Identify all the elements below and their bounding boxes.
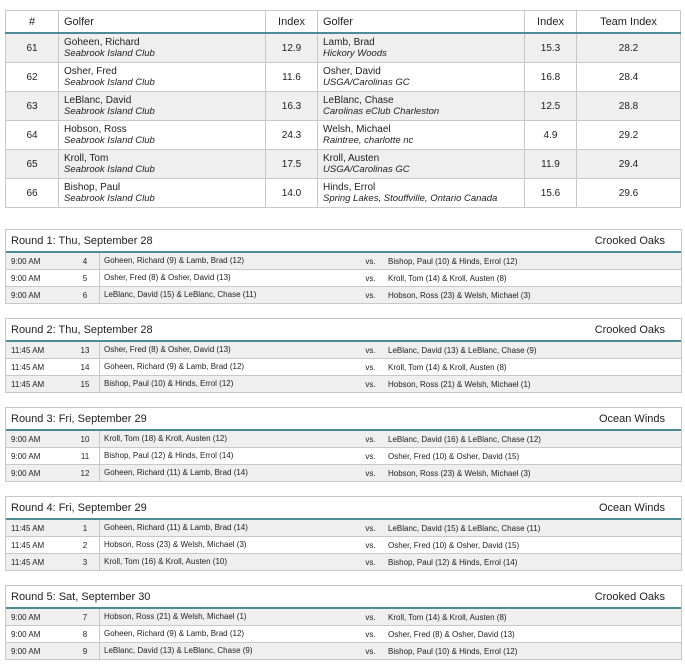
match-vs: vs. [365,468,376,478]
golfer-2-name: Welsh, Michael [323,124,391,135]
match-time: 11:45 AM [11,345,45,355]
match-row [6,448,681,465]
golfer-1-club: Seabrook Island Club [64,77,155,88]
round-header [6,319,681,342]
team-number: 66 [6,179,59,208]
round-section [5,229,682,304]
golfer-2-cell [318,33,525,63]
match-row [6,537,681,554]
team-index: 29.6 [577,179,681,208]
round-section [5,496,682,571]
match-vs: vs. [365,290,376,300]
team-index: 28.2 [577,33,681,63]
match-team-2: Kroll, Tom (14) & Kroll, Austen (8) [388,362,507,372]
match-team-1: Bishop, Paul (12) & Hinds, Errol (14) [99,448,354,464]
round-header [6,586,681,609]
round-course: Crooked Oaks [594,323,665,336]
round-header [6,230,681,253]
round-title: Round 3: Fri, September 29 [11,412,147,425]
match-vs: vs. [365,434,376,444]
match-vs: vs. [365,451,376,461]
round-title: Round 1: Thu, September 28 [11,234,153,247]
team-row [6,63,681,92]
golfer-2-cell [318,63,525,92]
match-team-2: Hobson, Ross (23) & Welsh, Michael (3) [388,290,531,300]
match-time: 9:00 AM [11,612,41,622]
match-time: 11:45 AM [11,362,45,372]
teams-table [5,10,681,208]
match-team-1: Osher, Fred (8) & Osher, David (13) [99,270,354,286]
match-vs: vs. [365,612,376,622]
golfer-2-index: 15.6 [525,179,577,208]
match-row [6,520,681,537]
match-team-1: Hobson, Ross (23) & Welsh, Michael (3) [99,537,354,553]
match-vs: vs. [365,256,376,266]
golfer-2-index: 16.8 [525,63,577,92]
golfer-1-name: Kroll, Tom [64,153,109,164]
match-time: 9:00 AM [11,256,41,266]
golfer-2-index: 11.9 [525,150,577,179]
match-number: 14 [80,362,90,372]
round-section [5,407,682,482]
match-number: 15 [80,379,90,389]
team-number: 61 [6,33,59,63]
match-time: 9:00 AM [11,629,41,639]
golfer-1-cell [59,121,266,150]
match-team-2: LeBlanc, David (16) & LeBlanc, Chase (12) [388,434,541,444]
match-team-1: Goheen, Richard (9) & Lamb, Brad (12) [99,626,354,642]
match-vs: vs. [365,345,376,355]
golfer-2-name: Hinds, Errol [323,182,376,193]
round-title: Round 5: Sat, September 30 [11,590,151,603]
col-header-number: # [6,11,59,34]
match-time: 9:00 AM [11,290,41,300]
match-team-1: Goheen, Richard (9) & Lamb, Brad (12) [99,359,354,375]
match-team-1: Hobson, Ross (21) & Welsh, Michael (1) [99,609,354,625]
golfer-1-name: Osher, Fred [64,66,117,77]
match-time: 9:00 AM [11,646,41,656]
match-vs: vs. [365,540,376,550]
match-vs: vs. [365,523,376,533]
team-index: 28.8 [577,92,681,121]
golfer-2-cell [318,179,525,208]
golfer-2-name: Osher, David [323,66,381,77]
match-number: 5 [82,273,88,283]
match-vs: vs. [365,557,376,567]
golfer-2-club: Carolinas eClub Charleston [323,106,440,117]
match-team-2: Bishop, Paul (12) & Hinds, Errol (14) [388,557,518,567]
team-row [6,92,681,121]
golfer-2-cell [318,121,525,150]
golfer-2-name: LeBlanc, Chase [323,95,394,106]
round-title: Round 4: Fri, September 29 [11,501,147,514]
golfer-2-name: Lamb, Brad [323,37,375,48]
match-row [6,270,681,287]
match-vs: vs. [365,362,376,372]
match-time: 11:45 AM [11,523,45,533]
match-row [6,376,681,393]
team-number: 62 [6,63,59,92]
match-team-2: LeBlanc, David (13) & LeBlanc, Chase (9) [388,345,537,355]
golfer-1-index: 17.5 [266,150,318,179]
match-number: 7 [82,612,88,622]
match-team-2: Hobson, Ross (21) & Welsh, Michael (1) [388,379,531,389]
golfer-2-club: Hickory Woods [323,48,387,59]
match-vs: vs. [365,629,376,639]
team-row [6,179,681,208]
col-header-team-index: Team Index [577,11,681,34]
match-number: 12 [80,468,90,478]
match-time: 9:00 AM [11,434,41,444]
golfer-2-name: Kroll, Austen [323,153,380,164]
golfer-1-name: Bishop, Paul [64,182,121,193]
match-row [6,342,681,359]
match-time: 11:45 AM [11,540,45,550]
round-header [6,497,681,520]
match-team-2: Osher, Fred (10) & Osher, David (15) [388,540,520,550]
match-team-1: Goheen, Richard (9) & Lamb, Brad (12) [99,253,354,269]
golfer-2-index: 15.3 [525,33,577,63]
golfer-1-index: 11.6 [266,63,318,92]
team-row [6,33,681,63]
match-time: 9:00 AM [11,273,41,283]
round-course: Crooked Oaks [594,590,665,603]
match-number: 9 [82,646,88,656]
team-index: 29.2 [577,121,681,150]
golfer-2-club: Raintree, charlotte nc [323,135,414,146]
match-row [6,465,681,482]
match-row [6,431,681,448]
golfer-1-name: LeBlanc, David [64,95,132,106]
match-row [6,253,681,270]
match-team-2: LeBlanc, David (15) & LeBlanc, Chase (11) [388,523,541,533]
match-number: 13 [80,345,90,355]
team-number: 65 [6,150,59,179]
match-number: 4 [82,256,88,266]
match-team-1: Bishop, Paul (10) & Hinds, Errol (12) [99,376,354,392]
round-header [6,408,681,431]
match-team-2: Kroll, Tom (14) & Kroll, Austen (8) [388,273,507,283]
golfer-2-cell [318,92,525,121]
match-time: 9:00 AM [11,468,41,478]
golfer-1-name: Goheen, Richard [64,37,140,48]
round-course: Crooked Oaks [594,234,665,247]
golfer-1-cell [59,33,266,63]
match-team-1: LeBlanc, David (13) & LeBlanc, Chase (9) [99,643,354,659]
match-team-1: Goheen, Richard (11) & Lamb, Brad (14) [99,520,354,536]
match-row [6,287,681,304]
golfer-1-name: Hobson, Ross [64,124,127,135]
team-number: 63 [6,92,59,121]
match-row [6,609,681,626]
golfer-1-index: 16.3 [266,92,318,121]
round-course: Ocean Winds [598,412,665,425]
match-time: 11:45 AM [11,379,45,389]
match-number: 8 [82,629,88,639]
golfer-1-club: Seabrook Island Club [64,164,155,175]
team-index: 28.4 [577,63,681,92]
team-row [6,121,681,150]
golfer-2-cell [318,150,525,179]
golfer-1-cell [59,179,266,208]
teams-header-row [6,11,681,34]
match-row [6,643,681,660]
team-row [6,150,681,179]
match-team-2: Hobson, Ross (23) & Welsh, Michael (3) [388,468,531,478]
match-number: 1 [82,523,88,533]
golfer-1-cell [59,63,266,92]
match-vs: vs. [365,646,376,656]
golfer-1-club: Seabrook Island Club [64,193,155,204]
golfer-1-cell [59,150,266,179]
golfer-1-cell [59,92,266,121]
team-index: 29.4 [577,150,681,179]
golfer-2-club: Spring Lakes, Stouffville, Ontario Canada [323,193,498,204]
col-header-golfer-1: Golfer [59,11,266,34]
match-team-1: Osher, Fred (8) & Osher, David (13) [99,342,354,358]
match-vs: vs. [365,379,376,389]
match-team-2: Kroll, Tom (14) & Kroll, Austen (8) [388,612,507,622]
match-number: 10 [80,434,90,444]
match-number: 11 [80,451,90,461]
golfer-2-index: 12.5 [525,92,577,121]
match-team-2: Osher, Fred (10) & Osher, David (15) [388,451,520,461]
col-header-golfer-2: Golfer [318,11,525,34]
match-team-2: Bishop, Paul (10) & Hinds, Errol (12) [388,646,518,656]
match-time: 11:45 AM [11,557,45,567]
match-team-1: LeBlanc, David (15) & LeBlanc, Chase (11) [99,287,354,303]
golfer-1-club: Seabrook Island Club [64,106,155,117]
golfer-1-index: 12.9 [266,33,318,63]
match-time: 9:00 AM [11,451,41,461]
round-section [5,318,682,393]
match-vs: vs. [365,273,376,283]
match-number: 6 [82,290,88,300]
round-title: Round 2: Thu, September 28 [11,323,153,336]
golfer-1-club: Seabrook Island Club [64,48,155,59]
col-header-index-2: Index [525,11,577,34]
golfer-1-club: Seabrook Island Club [64,135,155,146]
round-course: Ocean Winds [598,501,665,514]
col-header-index-1: Index [266,11,318,34]
match-row [6,359,681,376]
golfer-1-index: 14.0 [266,179,318,208]
match-number: 3 [82,557,88,567]
golfer-2-club: USGA/Carolinas GC [323,77,410,88]
match-team-1: Kroll, Tom (16) & Kroll, Austen (10) [99,554,354,570]
match-team-2: Osher, Fred (8) & Osher, David (13) [388,629,515,639]
match-team-2: Bishop, Paul (10) & Hinds, Errol (12) [388,256,518,266]
golfer-2-index: 4.9 [525,121,577,150]
match-team-1: Kroll, Tom (18) & Kroll, Austen (12) [99,431,354,447]
match-row [6,554,681,571]
team-number: 64 [6,121,59,150]
match-team-1: Goheen, Richard (11) & Lamb, Brad (14) [99,465,354,481]
round-section [5,585,682,660]
match-row [6,626,681,643]
match-number: 2 [82,540,88,550]
golfer-1-index: 24.3 [266,121,318,150]
golfer-2-club: USGA/Carolinas GC [323,164,410,175]
